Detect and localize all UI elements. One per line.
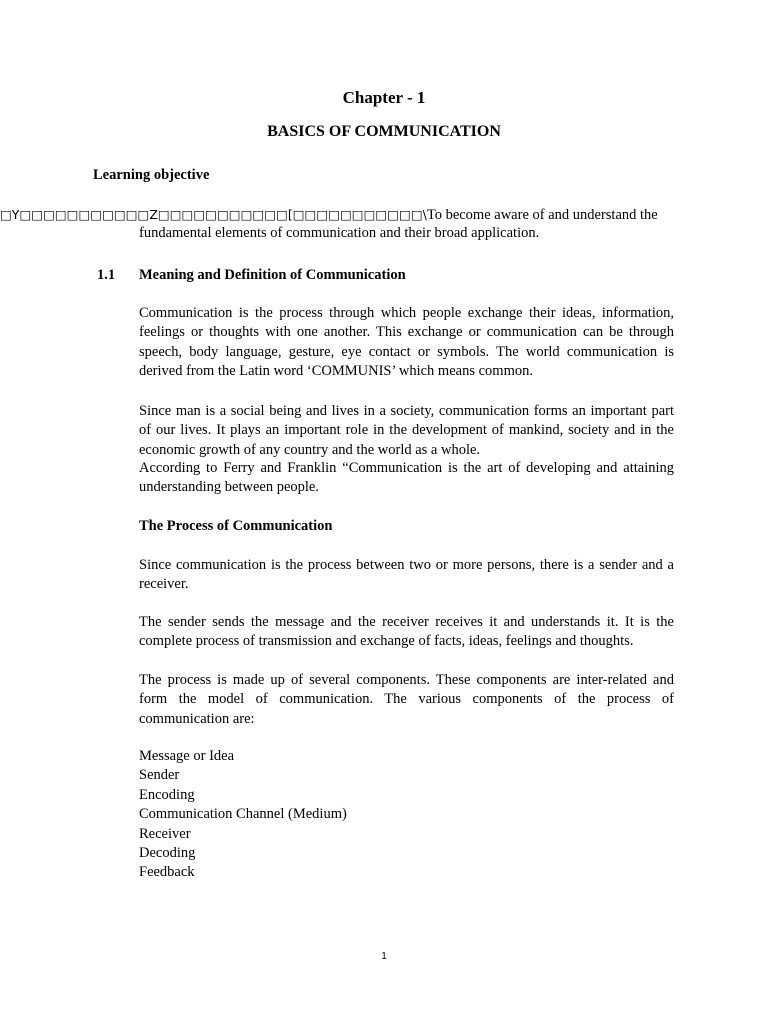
- list-item: Encoding: [139, 786, 195, 803]
- process-heading: The Process of Communication: [139, 518, 333, 534]
- learning-objective-line-2: fundamental elements of communication and their broad application.: [139, 225, 540, 241]
- process-paragraph: The process is made up of several components. These components are inter-related and form the model of communication. The various components of the process of communication are:: [139, 672, 674, 727]
- learning-objective-text-1: To become aware of and understand the: [426, 207, 658, 223]
- chapter-title: BASICS OF COMMUNICATION: [267, 123, 501, 140]
- page-number: 1: [381, 951, 387, 962]
- section-title: Meaning and Definition of Communication: [139, 267, 406, 283]
- process-paragraph: Since communication is the process between two or more persons, there is a sender and a receiver.: [139, 557, 674, 593]
- list-item: Communication Channel (Medium): [139, 806, 347, 823]
- learning-objective-heading: Learning objective: [93, 167, 210, 183]
- list-item: Receiver: [139, 825, 191, 842]
- components-list: [139, 747, 347, 883]
- process-paragraph: The sender sends the message and the receiver receives it and understands it. It is the complete process of transmission and exchange of facts, ideas, feelings and thoughts.: [139, 614, 674, 650]
- list-item: Message or Idea: [139, 748, 235, 764]
- list-item: Decoding: [139, 845, 196, 862]
- garbled-glyphs: □Y□□□□□□□□□□□Z□□□□□□□□□□□[□□□□□□□□□□□\: [0, 207, 427, 222]
- section-paragraph: Since man is a social being and lives in a society, communication forms an important part of our lives. It plays an important role in the development of mankind, society and in the economic growth of any country and the world as a whole.: [139, 403, 674, 458]
- list-item: Feedback: [139, 864, 195, 881]
- chapter-label: Chapter - 1: [342, 88, 426, 107]
- section-number: 1.1: [97, 267, 116, 283]
- section-paragraph: According to Ferry and Franklin “Communication is the art of developing and attaining understanding between people.: [139, 460, 674, 496]
- list-item: Sender: [139, 767, 180, 784]
- section-paragraph: Communication is the process through which people exchange their ideas, information, feelings or thoughts with one another. This exchange or communication can be through speech, body language, gesture, eye contact or symbols. The world communication is derived from the Latin word ‘COMMUNIS’ which means common.: [139, 305, 674, 379]
- learning-objective-line-1: [0, 205, 658, 225]
